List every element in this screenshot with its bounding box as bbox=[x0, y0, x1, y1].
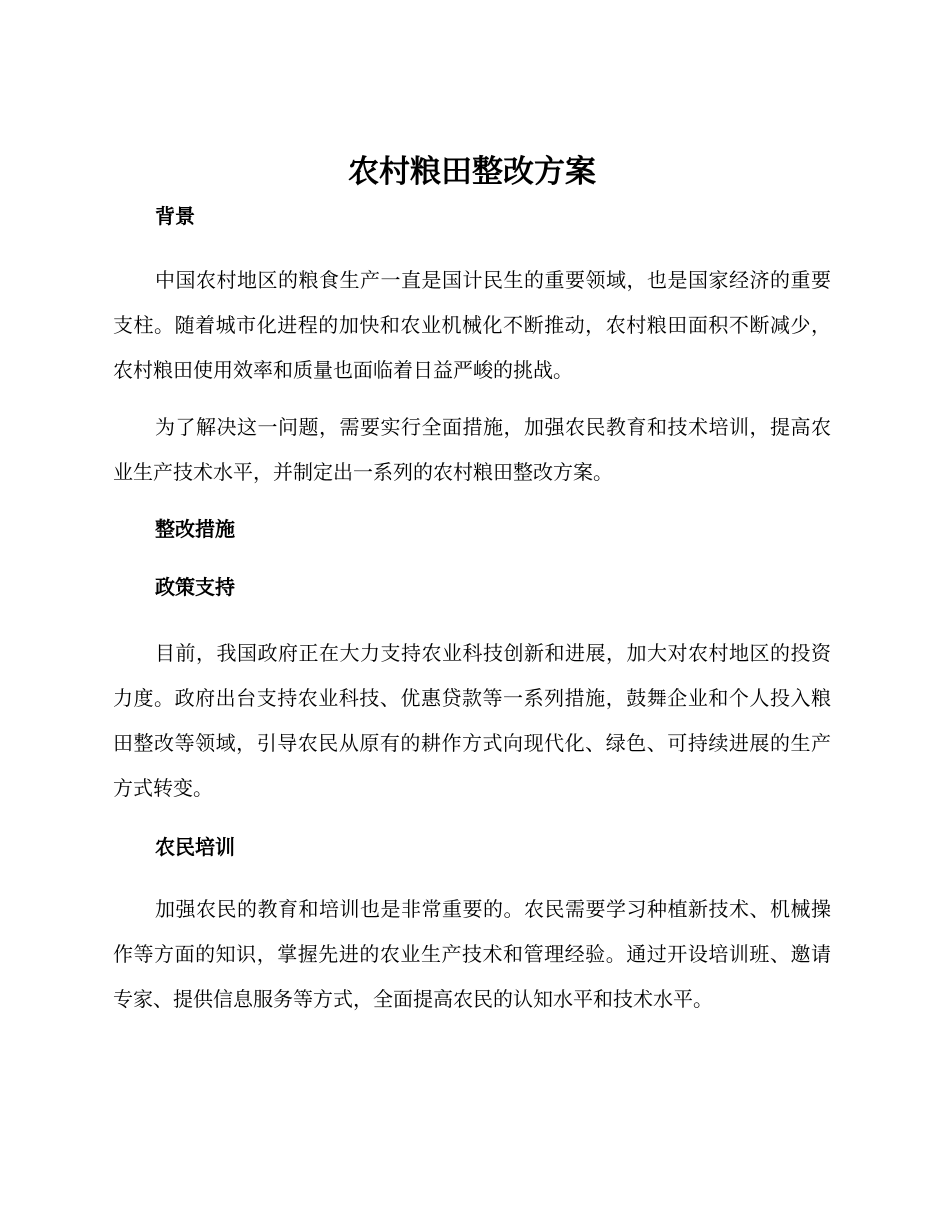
section-heading-measures: 整改措施 bbox=[155, 517, 235, 541]
paragraph-policy: 目前，我国政府正在大力支持农业科技创新和进展，加大对农村地区的投资力度。政府出台支持农业科技、优惠贷款等一系列措施，鼓舞企业和个人投入粮田整改等领域，引导农民从原有的耕作方式向现代化、绿色、可持续进展的生产方式转变。 bbox=[113, 641, 831, 800]
subsection-heading-training: 农民培训 bbox=[155, 835, 235, 859]
subsection-heading-policy: 政策支持 bbox=[155, 575, 235, 599]
paragraph-background-2: 为了解决这一问题，需要实行全面措施，加强农民教育和技术培训，提高农业生产技术水平，并制定出一系列的农村粮田整改方案。 bbox=[113, 415, 831, 484]
section-heading-background: 背景 bbox=[155, 204, 195, 228]
document-page bbox=[113, 150, 831, 1022]
paragraph-training: 加强农民的教育和培训也是非常重要的。农民需要学习种植新技术、机械操作等方面的知识，掌握先进的农业生产技术和管理经验。通过开设培训班、邀请专家、提供信息服务等方式，全面提高农民的认知水平和技术水平。 bbox=[113, 897, 831, 1011]
document-title: 农村粮田整改方案 bbox=[348, 154, 596, 190]
paragraph-background-1: 中国农村地区的粮食生产一直是国计民生的重要领域，也是国家经济的重要支柱。随着城市化进程的加快和农业机械化不断推动，农村粮田面积不断减少，农村粮田使用效率和质量也面临着日益严峻的挑战。 bbox=[113, 268, 831, 382]
